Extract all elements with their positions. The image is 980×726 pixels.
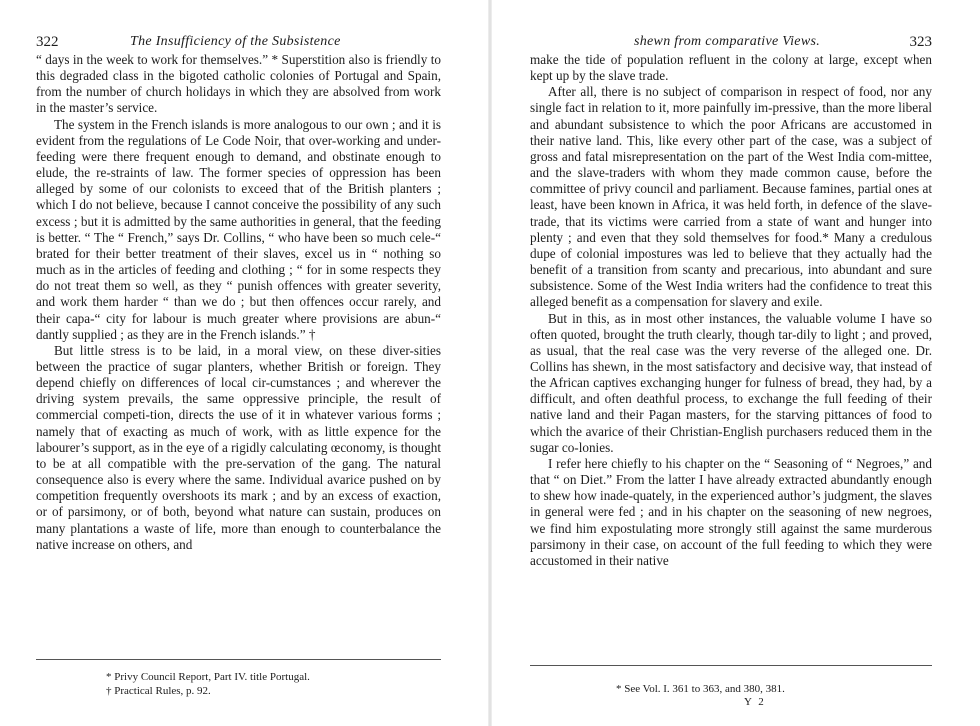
left-body-text [36,52,441,553]
left-paragraph-1: “ days in the week to work for themselves.” * Superstition also is friendly to this degraded class in the bigoted catholic colonies of Portugal and Spain, from the number of church holidays in which they are absolved from work in the master’s service. [36,52,441,116]
left-footnote-rule [36,659,441,660]
left-running-head [36,32,441,52]
left-footnote-2: † Practical Rules, p. 92. [106,684,211,697]
right-body-text [530,52,932,569]
left-running-title: The Insufficiency of the Subsistence [130,34,341,49]
right-running-head [530,32,932,52]
right-footnote-1: * See Vol. I. 361 to 363, and 380, 381. [616,683,785,695]
left-paragraph-3: But little stress is to be laid, in a moral view, on these diver-sities between the practice of sugar planters, whether British or foreign. They depend chiefly on differences of local cir-cumstances ; and wherever the driving system prevails, the same oppressive principle, the result of commercial competi-tion, directs the use of it in whatever various forms ; namely that of exacting as much of work, with as little expence for the labourer’s support, as in the eye of a rigidly calculating œconomy, is thought to be at all compatible with the pre-servation of the gang. The natural consequence also is every where the same. Individual avarice pushed on by competition frequently overshoots its mark ; and by an excess of exaction, or of parsimony, or of both, beyond what nature can sustain, produces on many plantations a waste of life, more than enough to counterbalance the native increase on others, and [36,342,441,552]
right-paragraph-2: After all, there is no subject of comparison in respect of food, nor any single fact in relation to it, more painfully im-pressive, than the more liberal and abundant subsistence to which the poor Africans are accustomed in their native land. This, like every other part of the case, was a subject of gross and fatal misrepresentation on the part of the West India com-mittee, and the slave-traders with whom they made common cause, before the committee of privy council and parliament. Because famines, partial ones at least, have been known in Africa, it was held forth, in defence of the slave-trade, that its victims were carried from a state of want and hunger into plenty ; and even that they sold themselves for food.* Many a credulous dupe of colonial impostures was led to believe that they actually had the benefit of a transition from scanty and precarious, into abundant and sure subsistence. Some of the West India writers had the confidence to treat this alleged benefit as a compensation for slavery and exile. [530,84,932,310]
left-footnotes [106,671,436,698]
left-footnote-1: * Privy Council Report, Part IV. title Portugal. [106,671,310,683]
left-paragraph-2: The system in the French islands is more analogous to our own ; and it is evident from the regulations of Le Code Noir, that over-working and under-feeding were there frequent enough to demand, and obstinate enough to elude, the re-straints of law. The former species of oppression has been alleged by some of our colonists to exceed that of the British planters ; which I do not believe, because I cannot conceive the possibility of any such excess ; but it is admitted by the same authorities in general, that the feeding is better. “ The “ French,” says Dr. Collins, “ who have been so much cele-“ brated for their better treatment of their slaves, excel us in “ nothing so much as in the articles of feeding and clothing ; “ for in some respects they do not treat them so well, as they “ punish offences with greater severity, and work them harder “ than we do ; but then offences occur rarely, and their capa-“ city for labour is much greater where provisions are abun-“ dantly supplied ; as they are in the French islands.” † [36,116,441,342]
right-page [490,0,980,726]
right-paragraph-4: I refer here chiefly to his chapter on the “ Seasoning of “ Negroes,” and that “ on Diet.” From the latter I have already extracted abundantly enough to shew how inade-quately, in the experienced author’s judgment, the slaves in general were fed ; and in his chapter on the seasoning of new negroes, we find him expostulating more strongly still against the same murderous parsimony in their case, on account of the full feeding to which they were accustomed in their native [530,455,932,568]
right-running-title: shewn from comparative Views. [634,34,821,49]
right-page-number: 323 [909,34,932,50]
left-page-number: 322 [36,34,59,50]
right-footnotes [616,683,916,697]
right-paragraph-1: make the tide of population refluent in the colony at large, except when kept up by the slave trade. [530,52,932,84]
signature-mark: Y 2 [744,696,766,708]
right-paragraph-3: But in this, as in most other instances, the valuable volume I have so often quoted, brought the truth clearly, though tar-dily to light ; and proved, as usual, that the real case was the very reverse of the alleged one. Dr. Collins has shewn, in the most satisfactory and decisive way, that instead of the African captives exchanging hunger for fulness of bread, they had, by a difficult, and often deathful process, to exchange the full feeding of their native land and their Pagan masters, for the starving pittances of food to which the avarice of their Christian-English purchasers reduced them in the sugar co-lonies. [530,310,932,455]
right-footnote-rule [530,665,932,666]
